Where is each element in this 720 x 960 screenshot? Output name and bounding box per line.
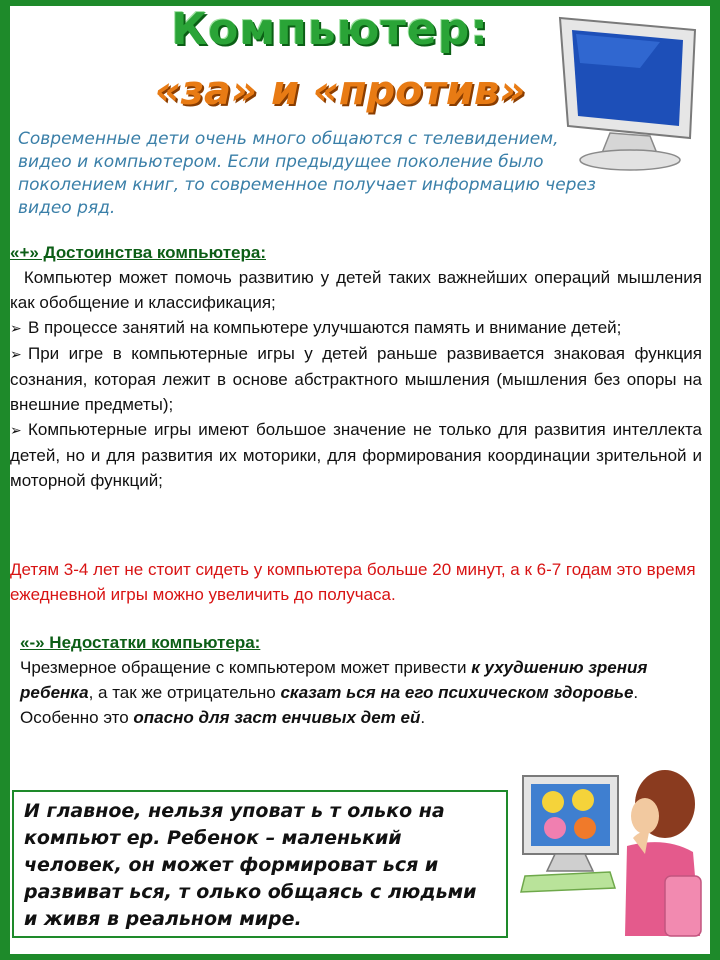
arrow-bullet-icon: ➢	[10, 346, 22, 362]
disadvantages-heading: «-» Недостатки компьютера:	[20, 633, 261, 652]
intro-text: Современные дети очень много общаются с телевидением, видео и компьютером. Если предыдущее поколение было поколением книг, то современное получает информацию через видео ряд.	[18, 129, 596, 218]
list-item: ➢ В процессе занятий на компьютере улучшаются память и внимание детей;	[10, 315, 702, 341]
arrow-bullet-icon: ➢	[10, 422, 22, 438]
list-item: ➢ При игре в компьютерные игры у детей раньше развивается знаковая функция сознания, которая лежит в основе абстрактного мышления (мышления без опоры на внешние предметы);	[10, 344, 702, 414]
disadvantages-text: Чрезмерное обращение с компьютером может привести к ухудшению зрения ребенка, а так же отрицательно сказат ься на его психическом здоровье. Особенно это опасно для заст енчивых дет ей.	[20, 658, 648, 727]
list-item: ➢ Компьютерные игры имеют большое значение не только для развития интеллекта детей, но и для развития их моторики, для формирования координации зрительной и моторной функций;	[10, 420, 702, 490]
advantages-heading: «+» Достоинства компьютера:	[10, 243, 266, 262]
arrow-bullet-icon: ➢	[10, 320, 22, 336]
page-subtitle: «за» и «против»	[154, 68, 526, 114]
advantages-section	[10, 240, 702, 493]
advantages-lead: Компьютер может помочь развитию у детей таких важнейших операций мышления как обобщение и классификация;	[10, 268, 702, 312]
conclusion-box: И главное, нельзя уповат ь т олько на компьют ер. Ребенок – маленький человек, он может формироват ься и развиват ься, т олько общаясь с людьми и живя в реальном мире.	[12, 790, 508, 938]
girl-at-computer-illustration	[515, 756, 705, 946]
age-warning: Детям 3-4 лет не стоит сидеть у компьютера больше 20 минут, а к 6-7 годам это время ежедневной игры можно увеличить до получаса.	[10, 560, 696, 604]
page-title: Компьютер:	[171, 4, 489, 55]
disadvantages-section	[20, 630, 704, 730]
